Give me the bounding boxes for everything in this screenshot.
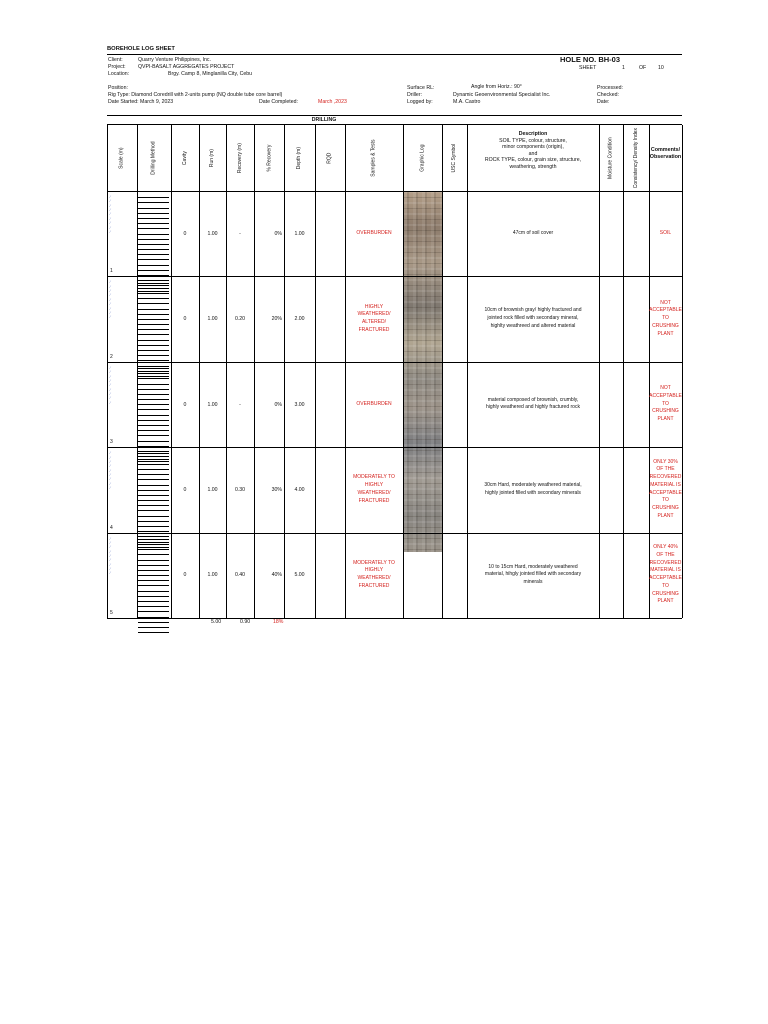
drilling-method-hatch [138, 364, 169, 463]
drilling-label: DRILLING [311, 117, 337, 123]
comments-text-line: OF THE [656, 551, 675, 558]
grid-vline [315, 125, 316, 618]
samples-tests-line: ALTERED/ [361, 319, 387, 325]
grid-hline [107, 191, 682, 192]
checked-label: Checked: [597, 92, 619, 98]
depth-value: 4.00 [294, 486, 305, 493]
samples-tests-line: MODERATELY TO [353, 474, 395, 481]
recovery-value: - [239, 401, 241, 408]
rig-value: Diamond Coredrill with 2-units pump (NQ double tube core barrel) [131, 92, 283, 98]
samples-tests-line: HIGHLY [364, 303, 384, 310]
logger-name: M.A. Castro [453, 99, 481, 105]
scale-number: 5 [110, 610, 113, 616]
log-table [107, 125, 682, 625]
grid-vline [107, 125, 108, 618]
comments-text-line: TO [662, 582, 669, 589]
comments-text-line: ONLY 30% [653, 458, 678, 465]
comments-text-line: SOIL [659, 229, 672, 236]
samples-tests-line: FRACTURED [358, 582, 390, 589]
samples-tests-line: OVERBURDEN [356, 229, 392, 236]
comments-text-line: NOT [660, 385, 671, 391]
scale-number: 3 [110, 439, 113, 446]
samples-tests [345, 401, 403, 409]
comments-text-line: TO [662, 315, 669, 322]
total-recovery: 0.90 [240, 619, 251, 625]
comments-text-line: ONLY 40% [653, 544, 678, 551]
pct-recovery-value: 0% [274, 230, 282, 237]
client-row: Client: Quarry Venture Philippines, Inc. [108, 57, 211, 63]
grid-vline [345, 125, 346, 618]
recovery-value: 0.40 [234, 572, 246, 579]
col-comments: Comments/ Observation [649, 147, 682, 160]
row-divider [107, 276, 682, 277]
comments-text-line: RECOVERED [649, 474, 682, 481]
col-run: Run (m) [209, 148, 216, 168]
comments-text-line: PLANT [657, 330, 674, 337]
samples-tests-line: HIGHLY [364, 567, 384, 574]
row-divider [107, 618, 682, 619]
col-scale: Scale (m) [118, 147, 125, 169]
core-photo-graphic [404, 191, 442, 552]
comments-text-line: ACCEPTABLE [649, 307, 682, 314]
comments-text-line: NOT [660, 299, 671, 306]
comments-text [649, 544, 682, 606]
description-text-line: 30cm Hard, moderately weathered material, [484, 482, 582, 489]
grid-vline [599, 125, 600, 618]
grid-vline [467, 125, 468, 618]
position-row: Position: [108, 85, 128, 91]
description-text-line: minerals [523, 579, 543, 586]
grid-vline [623, 125, 624, 618]
date-completed-label: Date Completed: [259, 99, 298, 105]
scale-ticks: ∕ ∕ ∕ ∕ ∕ ∕ ∕ ∕ ∕ [110, 536, 111, 576]
comments-text [649, 230, 682, 238]
samples-tests-line: FRACTURED [358, 497, 390, 504]
col-depth: Depth (m) [296, 146, 303, 170]
borehole-log-sheet [107, 46, 682, 625]
col-moisture: Moisture Condition [607, 137, 614, 179]
hole-number: HOLE NO. BH-03 [560, 55, 621, 64]
scale-ticks: ∕ ∕ ∕ ∕ ∕ ∕ ∕ ∕ ∕ [110, 365, 111, 405]
col-drilling-method: Drilling Method [150, 141, 157, 175]
client-value: Quarry Venture Philippines, Inc. [138, 57, 211, 63]
description-text-line: jointed rock filled with secondary mineral, [487, 315, 579, 322]
scale-number: 1 [110, 268, 113, 275]
recovery-value: - [239, 230, 241, 237]
comments-text-line: MATERIAL IS [650, 481, 681, 488]
col-cavity: Cavity [181, 151, 188, 165]
run-value: 1.00 [207, 401, 218, 408]
comments-text-line: RECOVERED [649, 559, 682, 566]
drilling-method-hatch [138, 278, 169, 377]
description-text [469, 564, 597, 587]
comments-text-line: PLANT [657, 598, 674, 605]
grid-vline [442, 125, 443, 618]
depth-value: 2.00 [294, 316, 305, 323]
grid-vline [254, 125, 255, 618]
comments-text-line: PLANT [657, 512, 674, 519]
comments-text-line: CRUSHING [652, 408, 679, 415]
comments-text [649, 300, 682, 339]
col-samples: Samples & Tests [370, 139, 377, 177]
scale-number: 4 [110, 524, 113, 531]
drilling-method-hatch [138, 535, 169, 634]
run-value: 1.00 [207, 486, 218, 493]
col-description: Description SOIL TYPE, colour, structure, minor components (origin), and ROCK TYPE, colour, grain size, structure, weathering, strength [484, 131, 582, 170]
description-text-line: 47cm of soil cover [512, 229, 554, 236]
drilling-method-hatch [138, 449, 169, 548]
cavity-value: 0 [183, 230, 187, 237]
col-recovery: Recovery (m) [236, 142, 243, 174]
recovery-value: 0.20 [234, 316, 246, 323]
comments-text-line: ACCEPTABLE [649, 489, 682, 496]
depth-value: 5.00 [294, 572, 305, 579]
pct-recovery-value: 20% [271, 316, 282, 323]
run-value: 1.00 [207, 316, 218, 323]
date-label: Date: [597, 99, 610, 105]
grid-vline [284, 125, 285, 618]
comments-text-line: ACCEPTABLE [649, 575, 682, 582]
sheet-total: 10 [658, 65, 664, 71]
comments-text-line: TO [662, 497, 669, 504]
col-graphic-log: Graphic Log [419, 144, 426, 172]
description-text [469, 307, 597, 330]
sheet-number: 1 [622, 65, 625, 71]
row-divider [107, 362, 682, 363]
description-text [469, 397, 597, 413]
description-text-line: 10cm of brownish gray/ highly fractured and [484, 307, 582, 314]
cavity-value: 0 [183, 572, 187, 579]
date-row [108, 99, 173, 106]
comments-text-line: MATERIAL IS [650, 567, 681, 574]
project-row: Project: QVPI-BASALT AGGREGATES PROJECT [108, 64, 235, 70]
project-value: QVPI-BASALT AGGREGATES PROJECT [138, 64, 235, 70]
angle-value: Angle from Horiz.: 90° [471, 84, 522, 90]
row-divider [107, 447, 682, 448]
scale-ticks: ∕ ∕ ∕ ∕ ∕ ∕ ∕ ∕ ∕ [110, 280, 111, 320]
run-value: 1.00 [207, 572, 218, 579]
date-completed-value: March ,2023 [318, 99, 347, 105]
driller-company: Dynamic Geoenvironmental Specialist Inc. [453, 92, 551, 98]
processed-label: Processed: [597, 85, 623, 91]
sheet-title: BOREHOLE LOG SHEET [107, 46, 175, 52]
description-text [469, 482, 597, 498]
depth-value: 3.00 [294, 401, 305, 408]
pct-recovery-value: 30% [271, 486, 282, 493]
location-value: Brgy. Camp 8, Minglanilla City, Cebu [168, 71, 252, 77]
grid-vline [403, 125, 404, 618]
cavity-value: 0 [183, 401, 187, 408]
location-row: Location: Brgy. Camp 8, Minglanilla City, Cebu [108, 71, 252, 77]
col-usc: USC Symbol [451, 143, 458, 173]
pct-recovery-value: 0% [274, 401, 282, 408]
comments-text-line: CRUSHING [652, 590, 679, 597]
comments-text-line: PLANT [657, 416, 674, 422]
run-value: 1.00 [207, 230, 218, 237]
description-text-line: highlty weathreed and altered material [490, 322, 576, 329]
grid-vline [171, 125, 172, 618]
sheet-label: SHEET [579, 65, 597, 71]
logged-by-label: Logged by: [407, 99, 433, 105]
scale-ticks: ∕ ∕ ∕ ∕ ∕ ∕ ∕ ∕ ∕ [110, 195, 111, 234]
of-label: OF [639, 65, 647, 71]
samples-tests-line: HIGHLY [364, 482, 384, 489]
total-pct-recovery: 18% [273, 619, 284, 625]
grid-vline [682, 125, 683, 618]
samples-tests-line: WEATHERED/ [357, 575, 391, 582]
comments-text [649, 385, 682, 424]
header-block [107, 54, 682, 116]
samples-tests [345, 560, 403, 591]
row-divider [107, 533, 682, 534]
col-pct-recovery: % Recovery [265, 144, 272, 172]
drilling-method-hatch [138, 193, 169, 292]
samples-tests-line: WEATHERED/ [357, 311, 391, 318]
comments-text-line: CRUSHING [652, 505, 679, 512]
samples-tests-line: OVERBURDEN [356, 400, 392, 407]
total-run: 5.00 [211, 619, 222, 625]
samples-tests-line: WEATHERED/ [357, 489, 391, 496]
description-text-line: highly jointed filled with secondary minerals [485, 489, 581, 496]
description-text-line: 10 to 15cm Hard, moderately weathered [488, 563, 578, 570]
col-rqd: RQD [326, 152, 333, 164]
description-text-line: material, hihgly jointed filled with secondary [484, 571, 582, 578]
col-consistency: Consistency/ Density Index [632, 127, 639, 189]
rig-row: Rig Type: Diamond Coredrill with 2-units pump (NQ double tube core barrel) [108, 92, 283, 98]
samples-tests-line: MODERATELY TO [353, 559, 395, 566]
cavity-value: 0 [183, 486, 187, 493]
depth-value: 1.00 [294, 230, 305, 237]
samples-tests [345, 304, 403, 335]
date-started: Date Started: March 9, 2023 [108, 99, 174, 105]
driller-label: Driller: [407, 92, 422, 98]
recovery-value: 0.30 [234, 486, 246, 493]
grid-vline [226, 125, 227, 618]
description-text [469, 230, 597, 238]
grid-vline [199, 125, 200, 618]
pct-recovery-value: 40% [271, 572, 282, 579]
scale-ticks: ∕ ∕ ∕ ∕ ∕ ∕ ∕ ∕ ∕ [110, 451, 111, 491]
description-text-line: highly weathered and highly fractured rock [486, 404, 580, 411]
samples-tests [345, 230, 403, 238]
samples-tests-line: FRACTURED [358, 326, 390, 333]
samples-tests [345, 474, 403, 505]
description-text-line: material composed of brownish, crumbly, [487, 396, 579, 403]
cavity-value: 0 [183, 316, 187, 323]
comments-text [649, 459, 682, 521]
scale-number: 2 [110, 353, 113, 360]
comments-text-line: TO [662, 400, 669, 407]
comments-text-line: OF THE [656, 466, 675, 473]
drilling-band [107, 116, 682, 125]
comments-text-line: ACCEPTABLE [649, 392, 682, 399]
surface-rl-label: Surface RL: [407, 85, 435, 91]
comments-text-line: CRUSHING [652, 322, 679, 329]
